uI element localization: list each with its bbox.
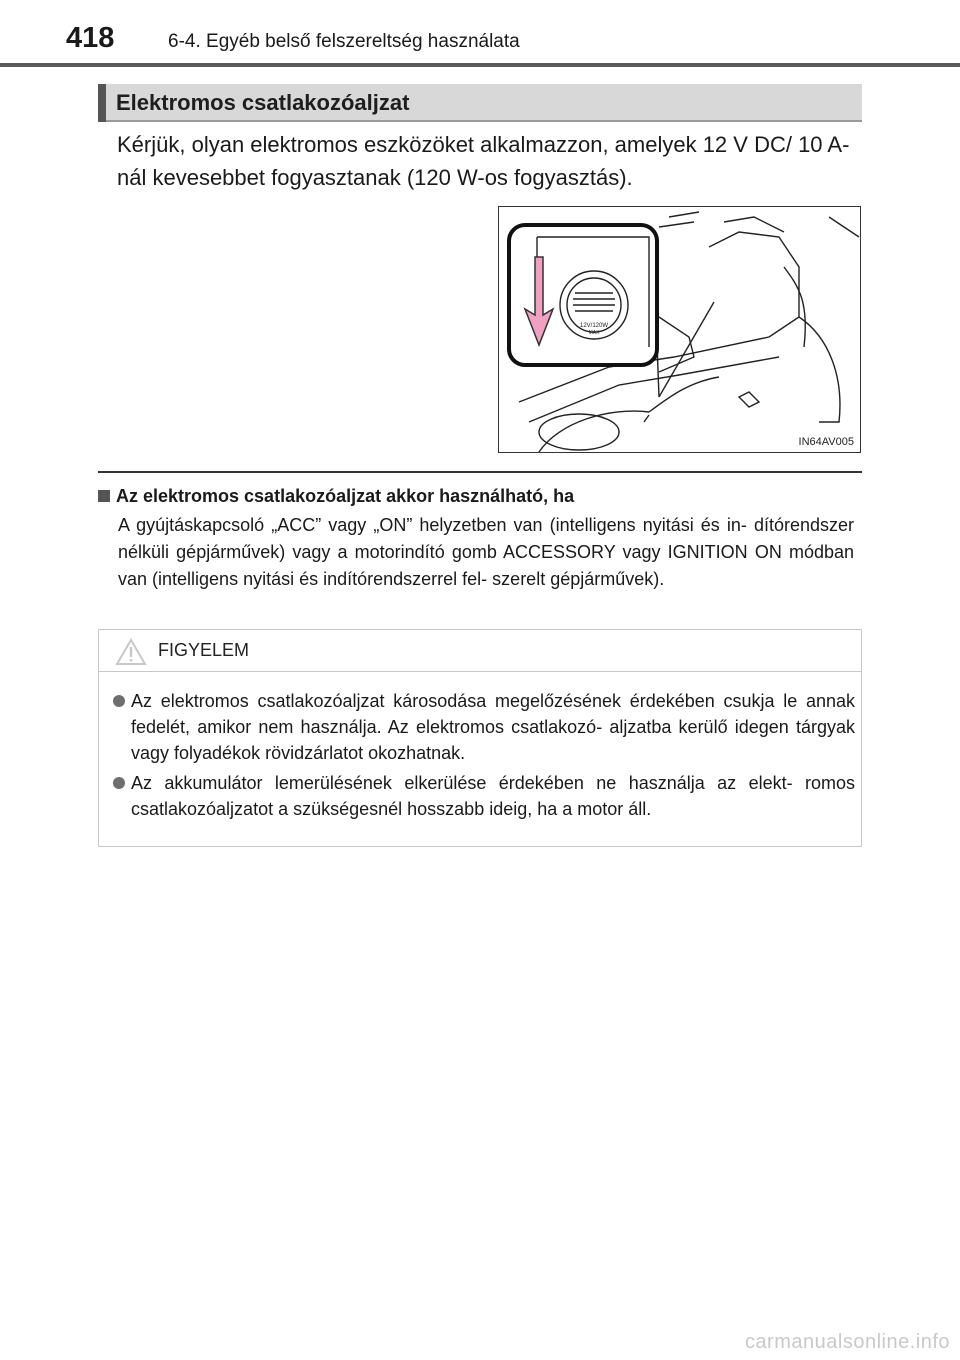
figure-code: IN64AV005 <box>798 436 854 448</box>
subsection-body: A gyújtáskapcsoló „ACC” vagy „ON” helyzetben van (intelligens nyitási és in- dítórendszer nélküli gépjárművek) vagy a motorindító gomb ACCESSORY vagy IGNITION ON módban van (intelligens nyitási és indítórendszerrel fel- szerelt gépjárművek). <box>118 515 854 589</box>
console-drawing <box>499 207 861 453</box>
caution-item <box>113 770 855 822</box>
usb-port <box>739 392 759 407</box>
cup-holder <box>539 414 619 450</box>
callout-frame <box>509 225 657 365</box>
caution-title: FIGYELEM <box>158 640 250 660</box>
caution-item-text: Az akkumulátor lemerülésének elkerülése érdekében ne használja az elekt- romos csatlakozóaljzatot a szükségesnél hosszabb ideig, ha a motor áll. <box>131 773 855 819</box>
power-outlet-illustration <box>498 206 861 453</box>
socket-marking-bottom: MAX <box>588 330 600 336</box>
caution-box <box>98 629 862 847</box>
section-divider <box>98 471 862 473</box>
caution-header <box>99 630 861 672</box>
bullet-dot-icon <box>113 695 125 707</box>
section-bar-accent <box>98 84 106 122</box>
watermark: carmanualsonline.info <box>744 1331 950 1353</box>
warning-triangle-icon <box>115 638 147 666</box>
header-rule <box>0 63 960 67</box>
socket-marking-top: 12V/120W <box>579 323 609 329</box>
page-number: 418 <box>66 22 115 54</box>
seat-line <box>784 267 805 347</box>
dashboard-line <box>659 212 859 237</box>
section-title-bar <box>98 84 862 122</box>
square-bullet-icon <box>98 490 110 502</box>
armrest-lid <box>724 217 784 232</box>
callout-pointer <box>659 302 714 397</box>
armrest-outline <box>709 232 799 337</box>
small-mark <box>644 415 649 422</box>
intro-paragraph: Kérjük, olyan elektromos eszközöket alkalmazzon, amelyek 12 V DC/ 10 A-nál kevesebbet fogyasztanak (120 W-os fogyasztás). <box>117 132 850 190</box>
running-title: 6-4. Egyéb belső felszereltség használata <box>168 31 520 52</box>
subsection-heading-text: Az elektromos csatlakozóaljzat akkor használható, ha <box>116 486 575 506</box>
subsection-heading <box>98 486 574 507</box>
caution-item-text: Az elektromos csatlakozóaljzat károsodása megelőzésének érdekében csukja le annak fedelét, amikor nem használja. Az elektromos csatlakozó- aljzatba kerülő idegen tárgyak vagy folyadékok rövidzárlatot okozhatnak. <box>131 691 855 763</box>
caution-item <box>113 688 855 766</box>
section-title: Elektromos csatlakozóaljzat <box>116 90 410 115</box>
bullet-dot-icon <box>113 777 125 789</box>
